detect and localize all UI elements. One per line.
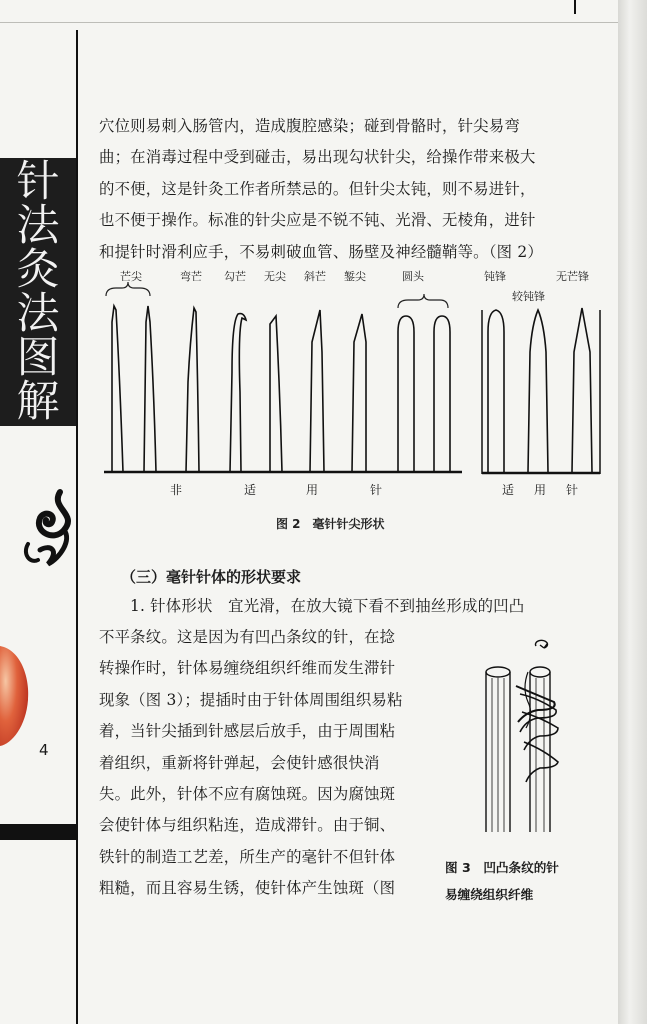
text-line: 失。此外，针体不应有腐蚀斑。因为腐蚀斑 (99, 785, 396, 804)
side-title-char: 灸 (16, 245, 60, 295)
section-heading: （三）毫针针体的形状要求 (121, 568, 302, 586)
label-zaojian: 錾尖 (344, 270, 366, 283)
text-line: 现象（图 3）；提插时由于针体周围组织易粘 (99, 690, 403, 709)
label-yuantou: 圆头 (402, 270, 424, 283)
text-line: 曲；在消毒过程中受到碰击，易出现勾状针尖，给操作带来极大 (99, 148, 536, 167)
fiber-strand (524, 742, 558, 782)
text-line: 铁针的制造工艺差，所生产的毫针不但针体 (99, 847, 396, 866)
left-bottom-char: 用 (306, 483, 319, 497)
needle-zaojian (352, 314, 366, 472)
side-title-char: 图 (16, 333, 60, 383)
label-xiemang: 斜芒 (304, 270, 326, 283)
decorative-scroll-icon (20, 488, 82, 578)
text-line: 着，当针尖插到针感层后放手，由于周围粘 (99, 722, 396, 741)
page-number: 4 (39, 741, 49, 759)
top-edge-mark (574, 0, 576, 14)
left-bottom-char: 针 (370, 483, 383, 497)
needle2-top-ellipse (530, 667, 550, 677)
text-line: 不平条纹。这是因为有凹凸条纹的针，在捻 (99, 628, 396, 646)
needle-wumangfeng (572, 308, 592, 472)
needle-wujian (270, 316, 282, 472)
right-bottom-char: 适 (502, 483, 515, 497)
needle-yuantou-1 (398, 316, 414, 472)
figure-2-caption: 图 2 毫针针尖形状 (276, 517, 385, 531)
needle-xiemang (310, 310, 324, 472)
left-bottom-char: 适 (244, 483, 257, 497)
needle-jiaodunfeng (528, 310, 548, 472)
label-goumang: 勾芒 (224, 270, 246, 283)
needle-yuantou-2 (434, 316, 450, 472)
brace-mangjian (106, 282, 150, 296)
text-line: 也不便于操作。标准的针尖应是不锐不钝、光滑、无棱角，进针 (99, 211, 536, 230)
needle-goumang (230, 314, 246, 472)
side-title (8, 157, 68, 427)
label-wujian: 无尖 (264, 270, 286, 283)
label-jiaodunfeng: 较钝锋 (512, 290, 545, 303)
text-line: 粗糙，而且容易生锈，使针体产生蚀斑（图 (99, 879, 396, 898)
margin-rule-top (0, 22, 618, 23)
label-wanmang: 弯芒 (180, 270, 202, 283)
text-line: 1. 针体形状 宜光滑，在放大镜下看不到抽丝形成的凹凸 (130, 597, 525, 615)
text-line: 着组织，重新将针弹起，会使针感很快消 (99, 753, 380, 772)
figure-3-needle-with-fibers (478, 632, 578, 842)
label-dunfeng: 钝锋 (484, 270, 506, 283)
side-title-char: 解 (16, 377, 60, 427)
brace-yuantou (398, 294, 448, 308)
text-line: 会使针体与组织粘连，造成滞针。由于铜、 (99, 816, 396, 835)
scan-edge-shadow (618, 0, 647, 1024)
figure-3-caption-line: 易缠绕组织纤维 (445, 887, 534, 902)
paragraph-needle-body (99, 591, 599, 622)
figure-3-caption-line: 图 3 凹凸条纹的针 (445, 860, 559, 875)
right-bottom-char: 针 (566, 483, 579, 497)
needle-mangjian-1 (112, 306, 123, 472)
needle-wanmang (186, 308, 199, 472)
paragraph-needle-tip (99, 111, 597, 268)
text-line: 的不便，这是针灸工作者所禁忌的。但针尖太钝，则不易进针， (99, 179, 536, 198)
side-title-char: 法 (16, 289, 60, 339)
text-line: 和提针时滑利应手，不易刺破血管、肠壁及神经髓鞘等。（图 2） (99, 242, 543, 261)
left-bottom-char: 非 (170, 483, 183, 497)
label-mangjian: 芒尖 (120, 270, 142, 283)
figure-2-needle-tips (98, 262, 608, 512)
right-bottom-char: 用 (534, 483, 547, 497)
needle-top-ellipse (486, 667, 510, 677)
paragraph-needle-body-wrap (99, 622, 439, 905)
text-line: 穴位则易刺入肠管内，造成腹腔感染；碰到骨骼时，针尖易弯 (99, 117, 520, 135)
text-line: 转操作时，针体易缠绕组织纤维而发生滞针 (99, 659, 396, 678)
fiber-strand (522, 712, 558, 750)
side-title-char: 法 (16, 201, 60, 251)
label-wumangfeng: 无芒锋 (556, 270, 589, 283)
apple-illustration-icon (0, 640, 30, 750)
bottom-margin-bar (0, 824, 76, 840)
side-title-char: 针 (16, 157, 60, 207)
figure-3-caption (445, 854, 595, 908)
needle-dunfeng (488, 310, 504, 472)
needle-mangjian-2 (144, 306, 156, 472)
